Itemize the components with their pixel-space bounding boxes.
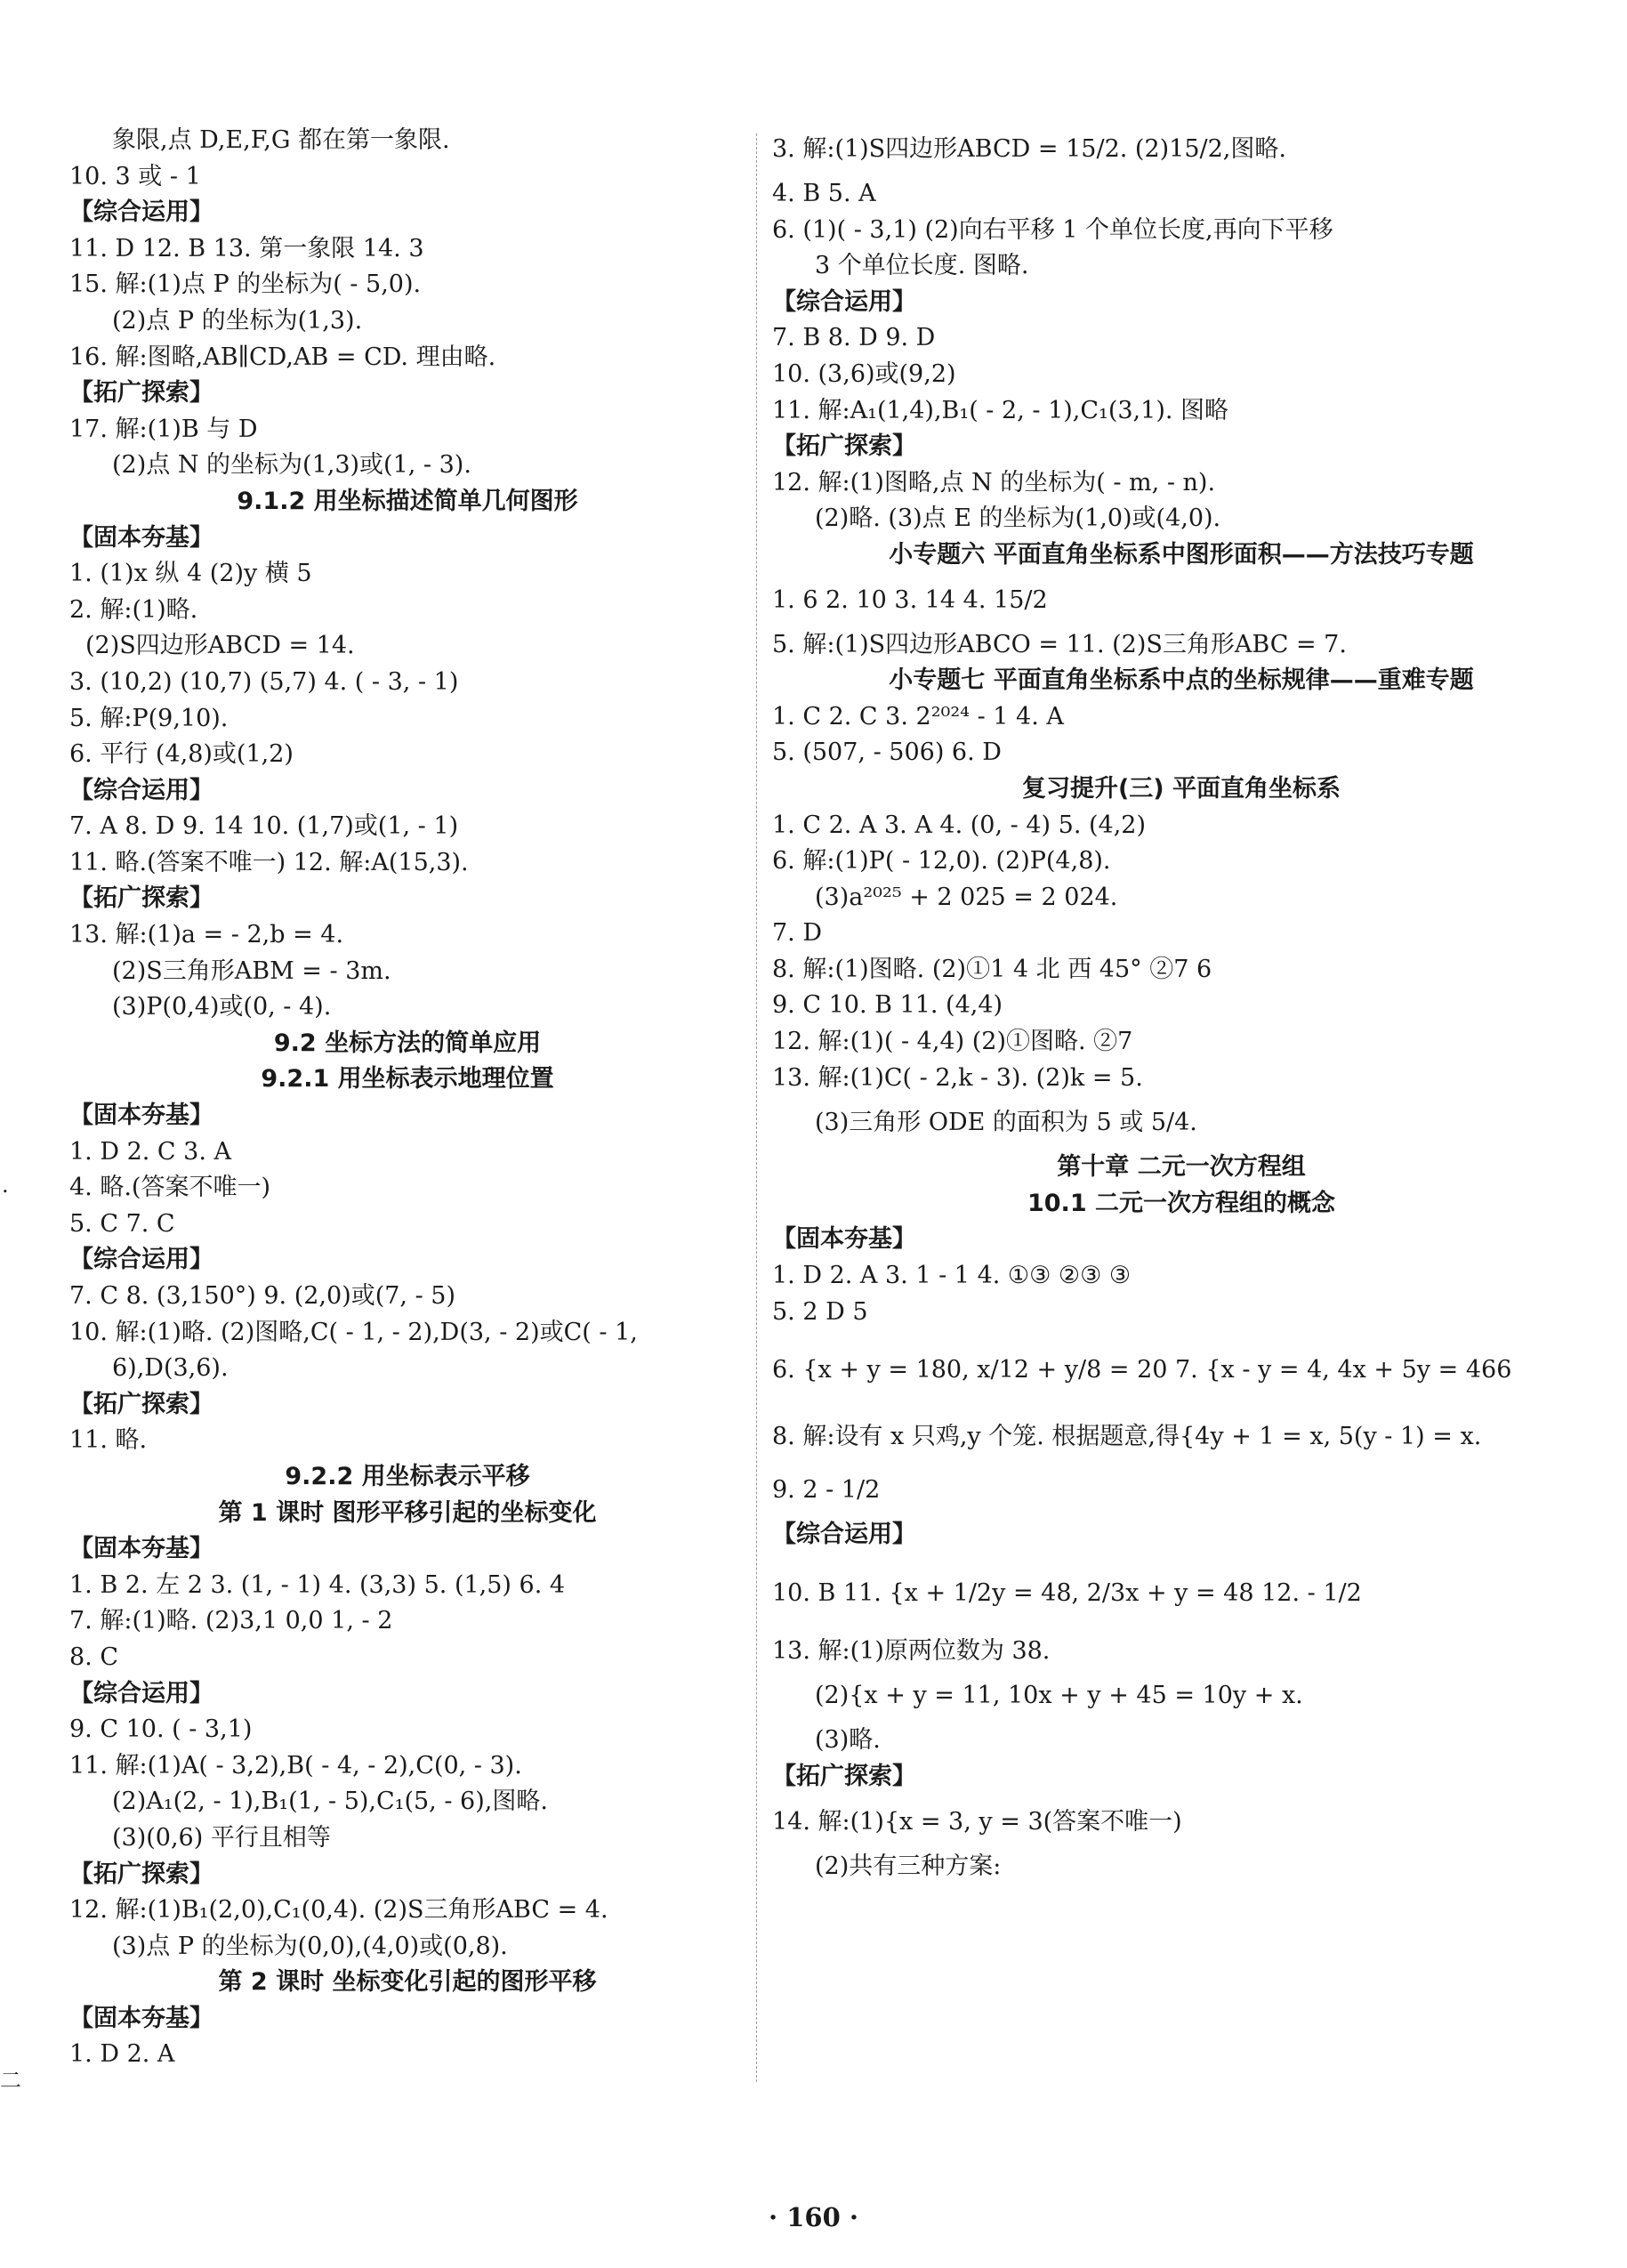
section-label: 【固本夯基】	[69, 1535, 213, 1563]
answer-line: 1. D 2. C 3. A	[69, 1137, 231, 1166]
answer-line: (3)a²⁰²⁵ + 2 025 = 2 024.	[815, 883, 1118, 911]
answer-line: 4. 略.(答案不唯一)	[69, 1174, 270, 1202]
section-heading: 10.1 二元一次方程组的概念	[1027, 1189, 1336, 1217]
answer-line: 11. 解:A₁(1,4),B₁( - 2, - 1),C₁(3,1). 图略	[772, 396, 1229, 424]
section-label: 【综合运用】	[69, 1679, 213, 1707]
answer-line: 12. 解:(1)B₁(2,0),C₁(0,4). (2)S三角形ABC = 4.	[69, 1896, 608, 1925]
section-heading: 9.1.2 用坐标描述简单几何图形	[237, 487, 578, 515]
answer-line: (2)S三角形ABM = - 3m.	[112, 956, 391, 985]
section-label: 【固本夯基】	[69, 2004, 213, 2032]
section-heading: 第 1 课时 图形平移引起的坐标变化	[218, 1498, 597, 1527]
answer-line: 5. 解:P(9,10).	[69, 704, 229, 732]
answer-line: 11. 略.(答案不唯一) 12. 解:A(15,3).	[69, 848, 469, 876]
section-label: 【综合运用】	[69, 1246, 213, 1274]
section-label: 【拓广探索】	[772, 432, 916, 461]
answer-line: 15. 解:(1)点 P 的坐标为( - 5,0).	[69, 270, 422, 299]
section-label: 【拓广探索】	[69, 379, 213, 408]
page-number: · 160 ·	[769, 2202, 858, 2232]
answer-line: 13. 解:(1)原两位数为 38.	[772, 1636, 1051, 1665]
answer-line: 9. C 10. ( - 3,1)	[69, 1715, 253, 1744]
answer-line: 6. 平行 (4,8)或(1,2)	[69, 740, 294, 769]
section-heading: 第十章 二元一次方程组	[1057, 1153, 1306, 1182]
margin-mark: 二	[0, 2068, 21, 2093]
answer-line: 16. 解:图略,AB∥CD,AB = CD. 理由略.	[69, 343, 496, 371]
answer-line: 11. 解:(1)A( - 3,2),B( - 4, - 2),C(0, - 3).	[69, 1751, 522, 1780]
section-heading: 9.2.1 用坐标表示地理位置	[261, 1065, 554, 1094]
answer-line: 13. 解:(1)a = - 2,b = 4.	[69, 921, 344, 949]
left-column	[69, 123, 745, 2073]
answer-line: 1. D 2. A	[69, 2040, 175, 2069]
answer-line: 10. 解:(1)略. (2)图略,C( - 1, - 2),D(3, - 2)或C( - 1,	[69, 1318, 638, 1346]
answer-line: 1. B 2. 左 2 3. (1, - 1) 4. (3,3) 5. (1,5) 6. 4	[69, 1570, 566, 1599]
answer-line: 9. C 10. B 11. (4,4)	[772, 991, 1003, 1020]
answer-line: 8. C	[69, 1642, 119, 1671]
answer-line: (2)A₁(2, - 1),B₁(1, - 5),C₁(5, - 6),图略.	[112, 1788, 548, 1816]
section-heading: 第 2 课时 坐标变化引起的图形平移	[218, 1968, 597, 1997]
answer-line: (2)点 N 的坐标为(1,3)或(1, - 3).	[112, 451, 471, 480]
answer-line: 17. 解:(1)B 与 D	[69, 415, 258, 443]
answer-line: (3)三角形 ODE 的面积为 5 或 5/4.	[815, 1109, 1197, 1137]
section-label: 【综合运用】	[69, 776, 213, 804]
answer-line: 1. D 2. A 3. 1 - 1 4. ①③ ②③ ③	[772, 1262, 1132, 1290]
section-heading: 复习提升(三) 平面直角坐标系	[1021, 774, 1341, 803]
answer-line: 8. 解:(1)图略. (2)①1 4 北 西 45° ②7 6	[772, 955, 1212, 983]
answer-line: 4. B 5. A	[772, 180, 876, 207]
section-label: 【综合运用】	[772, 1521, 916, 1549]
answer-line: 5. C 7. C	[69, 1209, 175, 1238]
right-column	[772, 123, 1591, 1885]
answer-line: (3)P(0,4)或(0, - 4).	[112, 993, 332, 1021]
section-heading: 小专题六 平面直角坐标系中图形面积——方法技巧专题	[889, 540, 1474, 569]
answer-line: (3)(0,6) 平行且相等	[112, 1823, 331, 1852]
answer-line: 14. 解:(1){x = 3, y = 3(答案不唯一)	[772, 1807, 1182, 1836]
answer-line: 9. 2 - 1/2	[772, 1476, 881, 1505]
answer-line: 6),D(3,6).	[112, 1354, 229, 1383]
section-label: 【固本夯基】	[69, 523, 213, 552]
section-heading: 小专题七 平面直角坐标系中点的坐标规律——重难专题	[889, 666, 1474, 695]
answer-line: 2. 解:(1)略.	[69, 595, 198, 624]
answer-line: 6. (1)( - 3,1) (2)向右平移 1 个单位长度,再向下平移	[772, 215, 1333, 244]
answer-line: 3. 解:(1)S四边形ABCD = 15/2. (2)15/2,图略.	[772, 135, 1286, 163]
answer-line: 3 个单位长度. 图略.	[815, 252, 1029, 280]
answer-line: 10. (3,6)或(9,2)	[772, 359, 956, 388]
section-label: 【拓广探索】	[772, 1763, 916, 1790]
answer-line: 10. B 11. {x + 1/2y = 48, 2/3x + y = 48 12. - 1/2	[772, 1578, 1362, 1607]
section-label: 【拓广探索】	[69, 884, 213, 913]
answer-line: 12. 解:(1)( - 4,4) (2)①图略. ②7	[772, 1028, 1133, 1056]
answer-line: (2){x + y = 11, 10x + y + 45 = 10y + x.	[815, 1682, 1303, 1710]
answer-line: 7. B 8. D 9. D	[772, 324, 936, 352]
answer-line: (2)点 P 的坐标为(1,3).	[112, 306, 363, 335]
answer-line: 5. 解:(1)S四边形ABCO = 11. (2)S三角形ABC = 7.	[772, 630, 1347, 658]
section-heading: 9.2.2 用坐标表示平移	[285, 1462, 530, 1490]
answer-line: 1. C 2. A 3. A 4. (0, - 4) 5. (4,2)	[772, 811, 1147, 839]
column-divider	[756, 133, 757, 2082]
answer-line: 象限,点 D,E,F,G 都在第一象限.	[112, 126, 450, 154]
section-label: 【综合运用】	[772, 287, 916, 316]
section-label: 【拓广探索】	[69, 1390, 213, 1418]
answer-line: 11. 略.	[69, 1426, 148, 1455]
margin-mark: .	[2, 1173, 9, 1198]
answer-line: (3)点 P 的坐标为(0,0),(4,0)或(0,8).	[112, 1932, 508, 1960]
section-heading: 9.2 坐标方法的简单应用	[273, 1029, 542, 1057]
answer-line: (2)S四边形ABCD = 14.	[85, 632, 355, 660]
answer-line: 5. (507, - 506) 6. D	[772, 739, 1002, 767]
section-label: 【固本夯基】	[772, 1225, 916, 1254]
answer-line: 1. (1)x 纵 4 (2)y 横 5	[69, 560, 312, 588]
answer-line: 6. 解:(1)P( - 12,0). (2)P(4,8).	[772, 847, 1111, 876]
answer-line: 13. 解:(1)C( - 2,k - 3). (2)k = 5.	[772, 1063, 1143, 1092]
answer-line: 7. A 8. D 9. 14 10. (1,7)或(1, - 1)	[69, 812, 459, 841]
answer-line: 12. 解:(1)图略,点 N 的坐标为( - m, - n).	[772, 468, 1216, 496]
answer-line: 1. C 2. C 3. 2²⁰²⁴ - 1 4. A	[772, 702, 1064, 730]
answer-line: (2)略. (3)点 E 的坐标为(1,0)或(4,0).	[815, 504, 1221, 533]
answer-line: 1. 6 2. 10 3. 14 4. 15/2	[772, 585, 1048, 614]
answer-line: 3. (10,2) (10,7) (5,7) 4. ( - 3, - 1)	[69, 667, 459, 696]
answer-line: 11. D 12. B 13. 第一象限 14. 3	[69, 234, 424, 262]
section-label: 【拓广探索】	[69, 1860, 213, 1888]
answer-line: 5. 2 D 5	[772, 1297, 868, 1326]
answer-line: (3)略.	[815, 1726, 881, 1755]
answer-line: 7. D	[772, 919, 822, 948]
answer-line: 7. C 8. (3,150°) 9. (2,0)或(7, - 5)	[69, 1282, 456, 1310]
answer-line: 10. 3 或 - 1	[69, 162, 201, 190]
answer-line: 7. 解:(1)略. (2)3,1 0,0 1, - 2	[69, 1607, 393, 1635]
answer-line: (2)共有三种方案:	[815, 1852, 1002, 1880]
section-label: 【固本夯基】	[69, 1102, 213, 1130]
section-label: 【综合运用】	[69, 198, 213, 227]
answer-line: 8. 解:设有 x 只鸡,y 个笼. 根据题意,得{4y + 1 = x, 5(y - 1) = x.	[772, 1423, 1482, 1451]
answer-line: 6. {x + y = 180, x/12 + y/8 = 20 7. {x - y = 4, 4x + 5y = 466	[772, 1356, 1512, 1384]
